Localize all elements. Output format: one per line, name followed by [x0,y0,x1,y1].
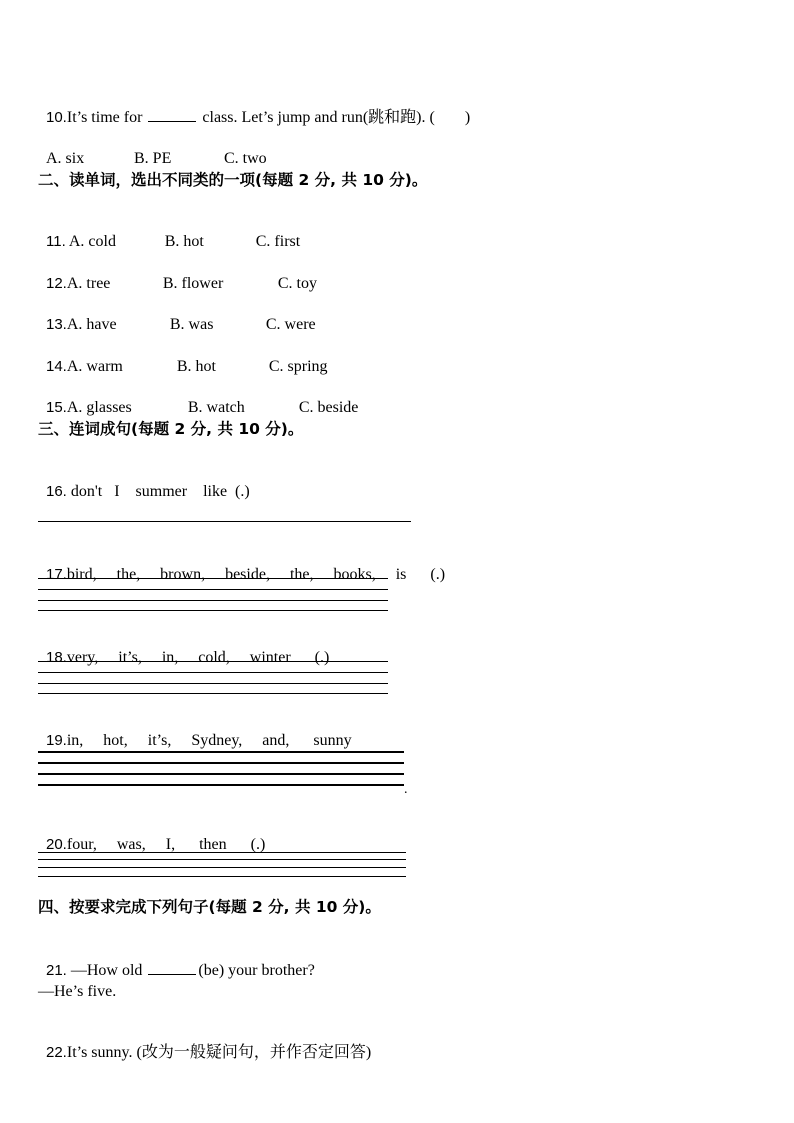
question-17 [38,545,445,585]
paren-close: ) [464,109,471,126]
question-text-before: —How old [66,962,147,979]
option-b[interactable]: B. watch [187,399,245,416]
scrambled-words: in, hot, it’s, Sydney, and, sunny [66,732,352,749]
answer-line[interactable] [38,693,388,694]
question-22 [38,1023,371,1063]
answer-line[interactable] [38,852,406,853]
option-c[interactable]: C. first [255,233,301,250]
question-number: 20. [46,836,67,853]
question-21-answer: —He’s five. [38,983,117,1000]
option-c[interactable]: C. toy [277,275,317,292]
question-number: 11. [46,233,66,250]
question-11 [38,212,300,252]
question-10-options [38,129,267,169]
question-number: 22. [46,1044,67,1061]
question-18 [38,628,329,668]
answer-line[interactable] [38,867,406,868]
question-number: 15. [46,399,67,416]
section-heading-2: 二、读单词，选出不同类的一项(每题 2 分, 共 10 分)。 [38,171,428,189]
answer-line[interactable] [38,578,388,579]
question-text-after: class. Let’s jump and run(跳和跑). ( [198,109,435,126]
option-a[interactable]: A. have [66,316,117,333]
option-b[interactable]: B. PE [134,150,172,167]
answer-line[interactable] [38,859,406,860]
question-number: 13. [46,316,67,333]
option-b[interactable]: B. was [169,316,214,333]
scrambled-words: don't I summer like (.) [66,483,250,500]
answer-blank[interactable] [148,107,196,122]
answer-line[interactable] [38,672,388,673]
option-a[interactable]: A. cold [65,233,116,250]
question-text-before: It’s time for [66,109,147,126]
option-c[interactable]: C. beside [298,399,359,416]
question-19 [38,711,352,751]
option-b[interactable]: B. hot [164,233,204,250]
question-16 [38,462,250,502]
option-a[interactable]: A. six [46,150,85,167]
answer-blank[interactable] [148,960,196,975]
answer-line[interactable] [38,661,388,662]
option-a[interactable]: A. warm [66,358,123,375]
answer-line[interactable] [38,762,404,764]
question-12 [38,254,317,294]
question-number: 21. [46,962,67,979]
option-a[interactable]: A. glasses [66,399,132,416]
option-b[interactable]: B. flower [162,275,224,292]
answer-line[interactable] [38,784,404,786]
section-heading-3: 三、连词成句(每题 2 分, 共 10 分)。 [38,420,304,438]
question-13 [38,295,316,335]
question-number: 19. [46,732,67,749]
question-number: 18. [46,649,67,666]
question-10 [38,87,470,128]
question-number: 14. [46,358,67,375]
question-20 [38,815,265,855]
question-number: 12. [46,275,67,292]
question-text: It’s sunny. (改为一般疑问句，并作否定回答) [66,1044,372,1061]
question-15 [38,378,358,418]
option-b[interactable]: B. hot [176,358,216,375]
option-c[interactable]: C. were [265,316,316,333]
answer-line[interactable] [38,521,411,522]
question-number: 10. [46,109,67,126]
answer-line[interactable] [38,683,388,684]
answer-line[interactable] [38,773,404,775]
section-heading-4: 四、按要求完成下列句子(每题 2 分, 共 10 分)。 [38,898,381,916]
line-end-period: . [404,782,408,797]
option-c[interactable]: C. spring [268,358,328,375]
answer-line[interactable] [38,589,388,590]
scrambled-words: very, it’s, in, cold, winter (.) [66,649,330,666]
answer-line[interactable] [38,600,388,601]
question-number: 17. [46,566,67,583]
scrambled-words: four, was, I, then (.) [66,836,266,853]
question-21 [38,940,315,981]
option-a[interactable]: A. tree [66,275,111,292]
answer-line[interactable] [38,610,388,611]
option-c[interactable]: C. two [224,150,267,167]
question-text-after: (be) your brother? [198,962,315,979]
answer-line[interactable] [38,751,404,753]
answer-line[interactable] [38,876,406,877]
question-14 [38,337,328,377]
scrambled-words: bird, the, brown, beside, the, books, is (.) [66,566,446,583]
question-number: 16. [46,483,67,500]
